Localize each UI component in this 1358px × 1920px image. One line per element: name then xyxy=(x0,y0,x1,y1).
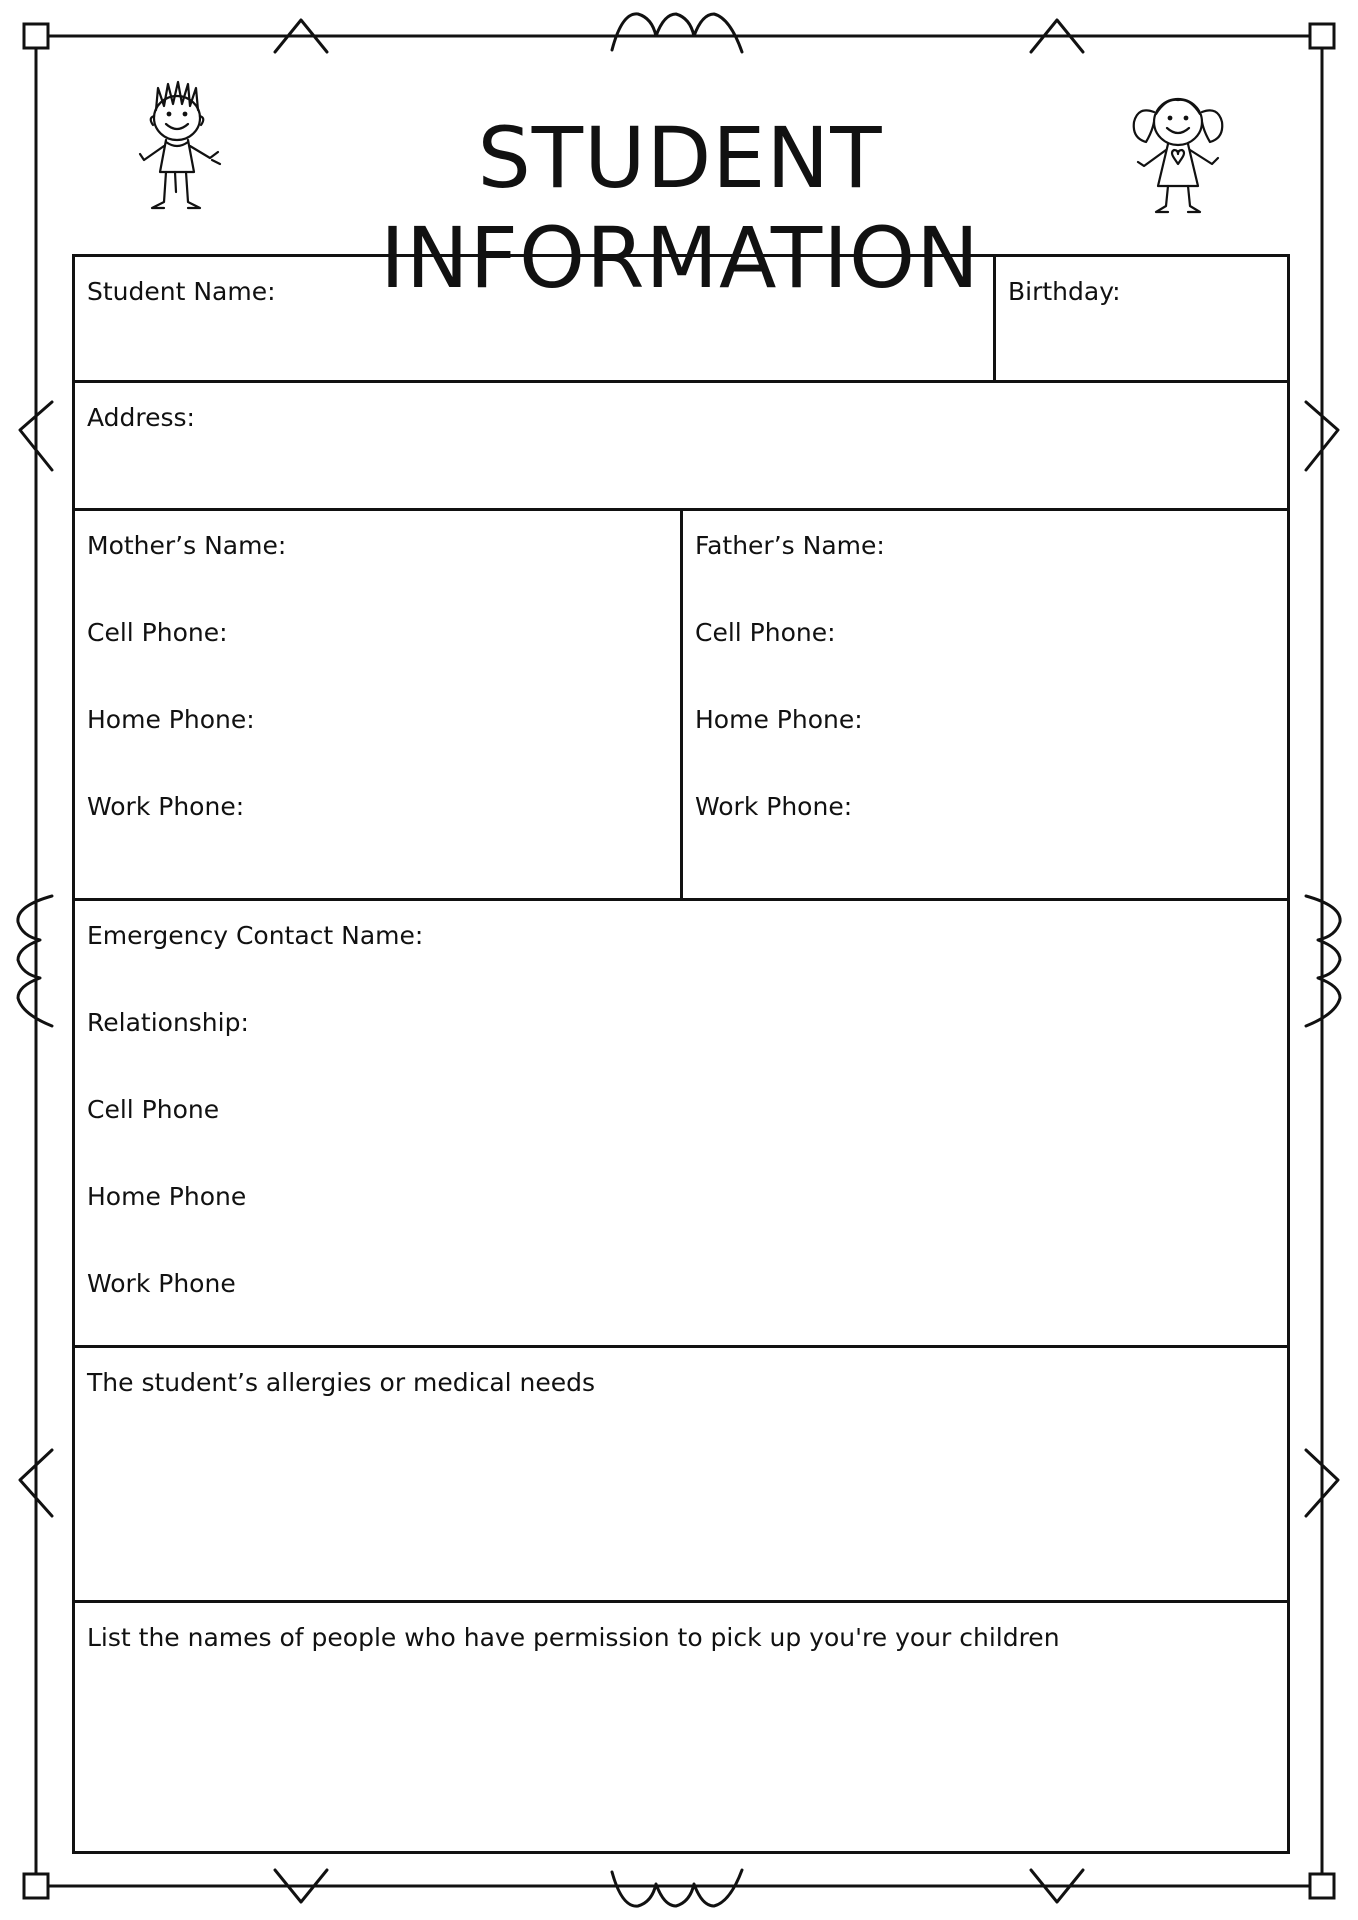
squiggle-icon xyxy=(612,14,742,52)
corner-square-icon xyxy=(1310,1874,1334,1898)
address-field[interactable] xyxy=(75,383,1287,508)
medical-needs-label: The student’s allergies or medical needs xyxy=(87,1368,596,1397)
girl-cartoon-icon xyxy=(1130,92,1226,218)
birthday-field[interactable] xyxy=(996,257,1290,380)
pickup-permission-label: List the names of people who have permission to pick up you're your children xyxy=(87,1623,1060,1652)
father-name-label: Father’s Name: xyxy=(695,531,885,560)
father-section[interactable] xyxy=(683,511,1290,898)
corner-square-icon xyxy=(24,1874,48,1898)
birthday-label: Birthday: xyxy=(1008,277,1121,306)
emergency-home-phone-label: Home Phone xyxy=(87,1182,247,1211)
emergency-relationship-label: Relationship: xyxy=(87,1008,249,1037)
mother-section[interactable] xyxy=(75,511,683,898)
pickup-permission-field[interactable] xyxy=(75,1603,1287,1851)
student-name-row xyxy=(75,257,1287,383)
boy-cartoon-icon xyxy=(134,80,224,216)
squiggle-icon xyxy=(612,1870,742,1906)
medical-needs-field[interactable] xyxy=(75,1348,1287,1600)
emergency-work-phone-label: Work Phone xyxy=(87,1269,236,1298)
corner-square-icon xyxy=(24,24,48,48)
emergency-contact-row xyxy=(75,901,1287,1348)
medical-needs-row xyxy=(75,1348,1287,1603)
address-row xyxy=(75,383,1287,511)
student-name-label: Student Name: xyxy=(87,277,276,306)
student-name-field[interactable] xyxy=(75,257,996,380)
mother-home-phone-label: Home Phone: xyxy=(87,705,255,734)
parents-row xyxy=(75,511,1287,901)
page-title: STUDENT INFORMATION xyxy=(380,109,980,307)
mother-work-phone-label: Work Phone: xyxy=(87,792,245,821)
mother-cell-phone-label: Cell Phone: xyxy=(87,618,228,647)
corner-square-icon xyxy=(1310,24,1334,48)
father-cell-phone-label: Cell Phone: xyxy=(695,618,836,647)
student-information-form xyxy=(72,254,1290,1854)
father-home-phone-label: Home Phone: xyxy=(695,705,863,734)
father-work-phone-label: Work Phone: xyxy=(695,792,853,821)
mother-name-label: Mother’s Name: xyxy=(87,531,287,560)
emergency-cell-phone-label: Cell Phone xyxy=(87,1095,220,1124)
emergency-contact-section[interactable] xyxy=(75,901,1287,1345)
emergency-contact-name-label: Emergency Contact Name: xyxy=(87,921,424,950)
pickup-permission-row xyxy=(75,1603,1287,1851)
address-label: Address: xyxy=(87,403,195,432)
